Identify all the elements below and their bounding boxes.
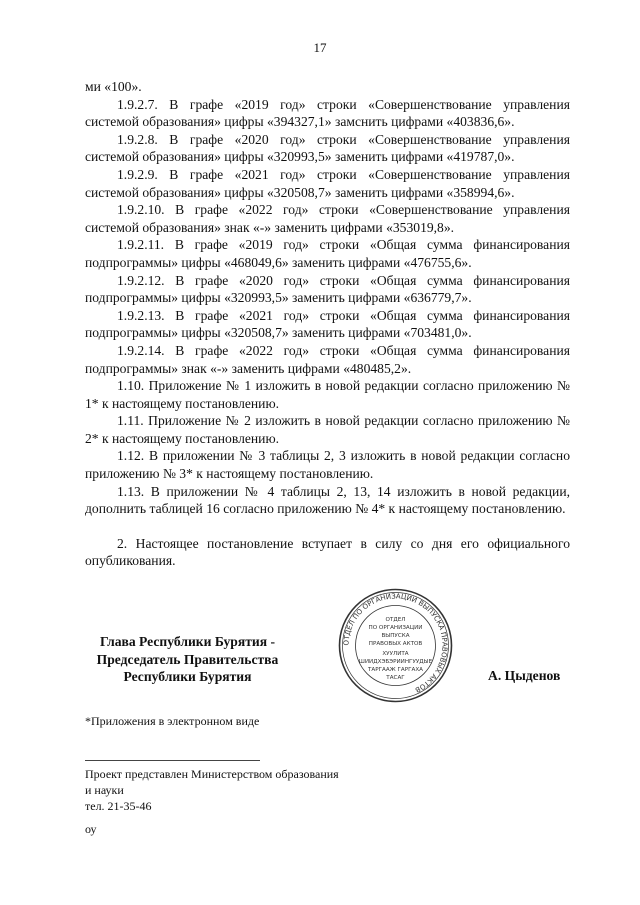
paragraph: 1.10. Приложение № 1 изложить в новой редакции согласно приложению № 1* к настоящему постановлению. (85, 378, 570, 411)
initials: оу (85, 822, 97, 836)
paragraph: ми «100». (85, 79, 142, 94)
stamp-line: ПО ОРГАНИЗАЦИИ (368, 625, 423, 631)
paragraph: 1.9.2.9. В графе «2021 год» строки «Совершенствование управления системой образования» цифры «320508,7» заменить цифрами «358994,6». (85, 166, 570, 200)
footnote: *Приложения в электронном виде (85, 714, 260, 728)
paragraph: 1.9.2.8. В графе «2020 год» строки «Совершенствование управления системой образования» цифры «320993,5» заменить цифрами «419787,0». (85, 131, 570, 165)
paragraph: 1.9.2.10. В графе «2022 год» строки «Совершенствование управления системой образования» знак «-» заменить цифрами «353019,8». (85, 202, 570, 235)
stamp-line: ВЫПУСКА (381, 633, 410, 639)
final-paragraph: 2. Настоящее постановление вступает в силу со дня его официального опубликования. (85, 535, 570, 569)
stamp-line: ТАРГААЖ ГАРГАХА (368, 667, 423, 673)
official-stamp (338, 588, 453, 703)
stamp-line: ТАСАГ (386, 675, 405, 681)
stamp-line: ХУУЛИТА (382, 651, 409, 657)
document-body (85, 78, 570, 570)
signer-name: А. Цыденов (488, 668, 561, 683)
paragraph: 1.11. Приложение № 2 изложить в новой редакции согласно приложению № 2* к настоящему постановлению. (85, 413, 570, 446)
page-number: 17 (313, 40, 327, 55)
paragraph: 1.9.2.14. В графе «2022 год» строки «Общая сумма финансирования подпрограммы» знак «-» заменить цифрами «480485,2». (85, 342, 570, 376)
footer-divider (85, 760, 260, 761)
project-note-line: тел. 21-35-46 (85, 799, 152, 813)
paragraph: 1.13. В приложении № 4 таблицы 2, 13, 14 изложить в новой редакции, дополнить таблицей 16 согласно приложению № 4* к настоящему постановлению. (85, 483, 570, 517)
signer-title-line: Республики Бурятия (123, 669, 252, 685)
project-note (85, 766, 385, 814)
stamp-line: ШИИДХЭБЭРИИНГУУДЫЕ (358, 659, 433, 665)
signer-title-line: Глава Республики Бурятия - (99, 634, 275, 649)
paragraph: 1.9.2.12. В графе «2020 год» строки «Общая сумма финансирования подпрограммы» цифры «320993,5» заменить цифрами «636779,7». (85, 272, 570, 306)
paragraph: 1.9.2.7. В графе «2019 год» строки «Совершенствование управления системой образования» цифры «394327,1» замснить цифрами «403836,6». (85, 96, 570, 130)
paragraph: 1.9.2.13. В графе «2021 год» строки «Общая сумма финансирования подпрограммы» цифры «320508,7» заменить цифрами «703481,0». (85, 307, 570, 341)
signer-title-line: Председатель Правительства (96, 651, 279, 667)
signer-title (85, 633, 290, 686)
paragraph-gap (85, 518, 570, 535)
project-note-line: и науки (85, 783, 124, 797)
project-note-line: Проект представлен Министерством образования (85, 767, 339, 781)
paragraph: 1.12. В приложении № 3 таблицы 2, 3 изложить в новой редакции согласно приложению № 3* к настоящему постановлению. (85, 448, 570, 482)
stamp-line: ОТДЕЛ (385, 617, 406, 623)
stamp-line: ПРАВОВЫХ АКТОВ (368, 641, 423, 647)
stamp-ring-text: ОТДЕЛ ПО ОРГАНИЗАЦИИ ВЫПУСКА ПРАВОВЫХ АКТОВ (342, 592, 449, 694)
paragraph: 1.9.2.11. В графе «2019 год» строки «Общая сумма финансирования подпрограммы» цифры «468049,6» заменить цифрами «476755,6». (85, 237, 570, 270)
